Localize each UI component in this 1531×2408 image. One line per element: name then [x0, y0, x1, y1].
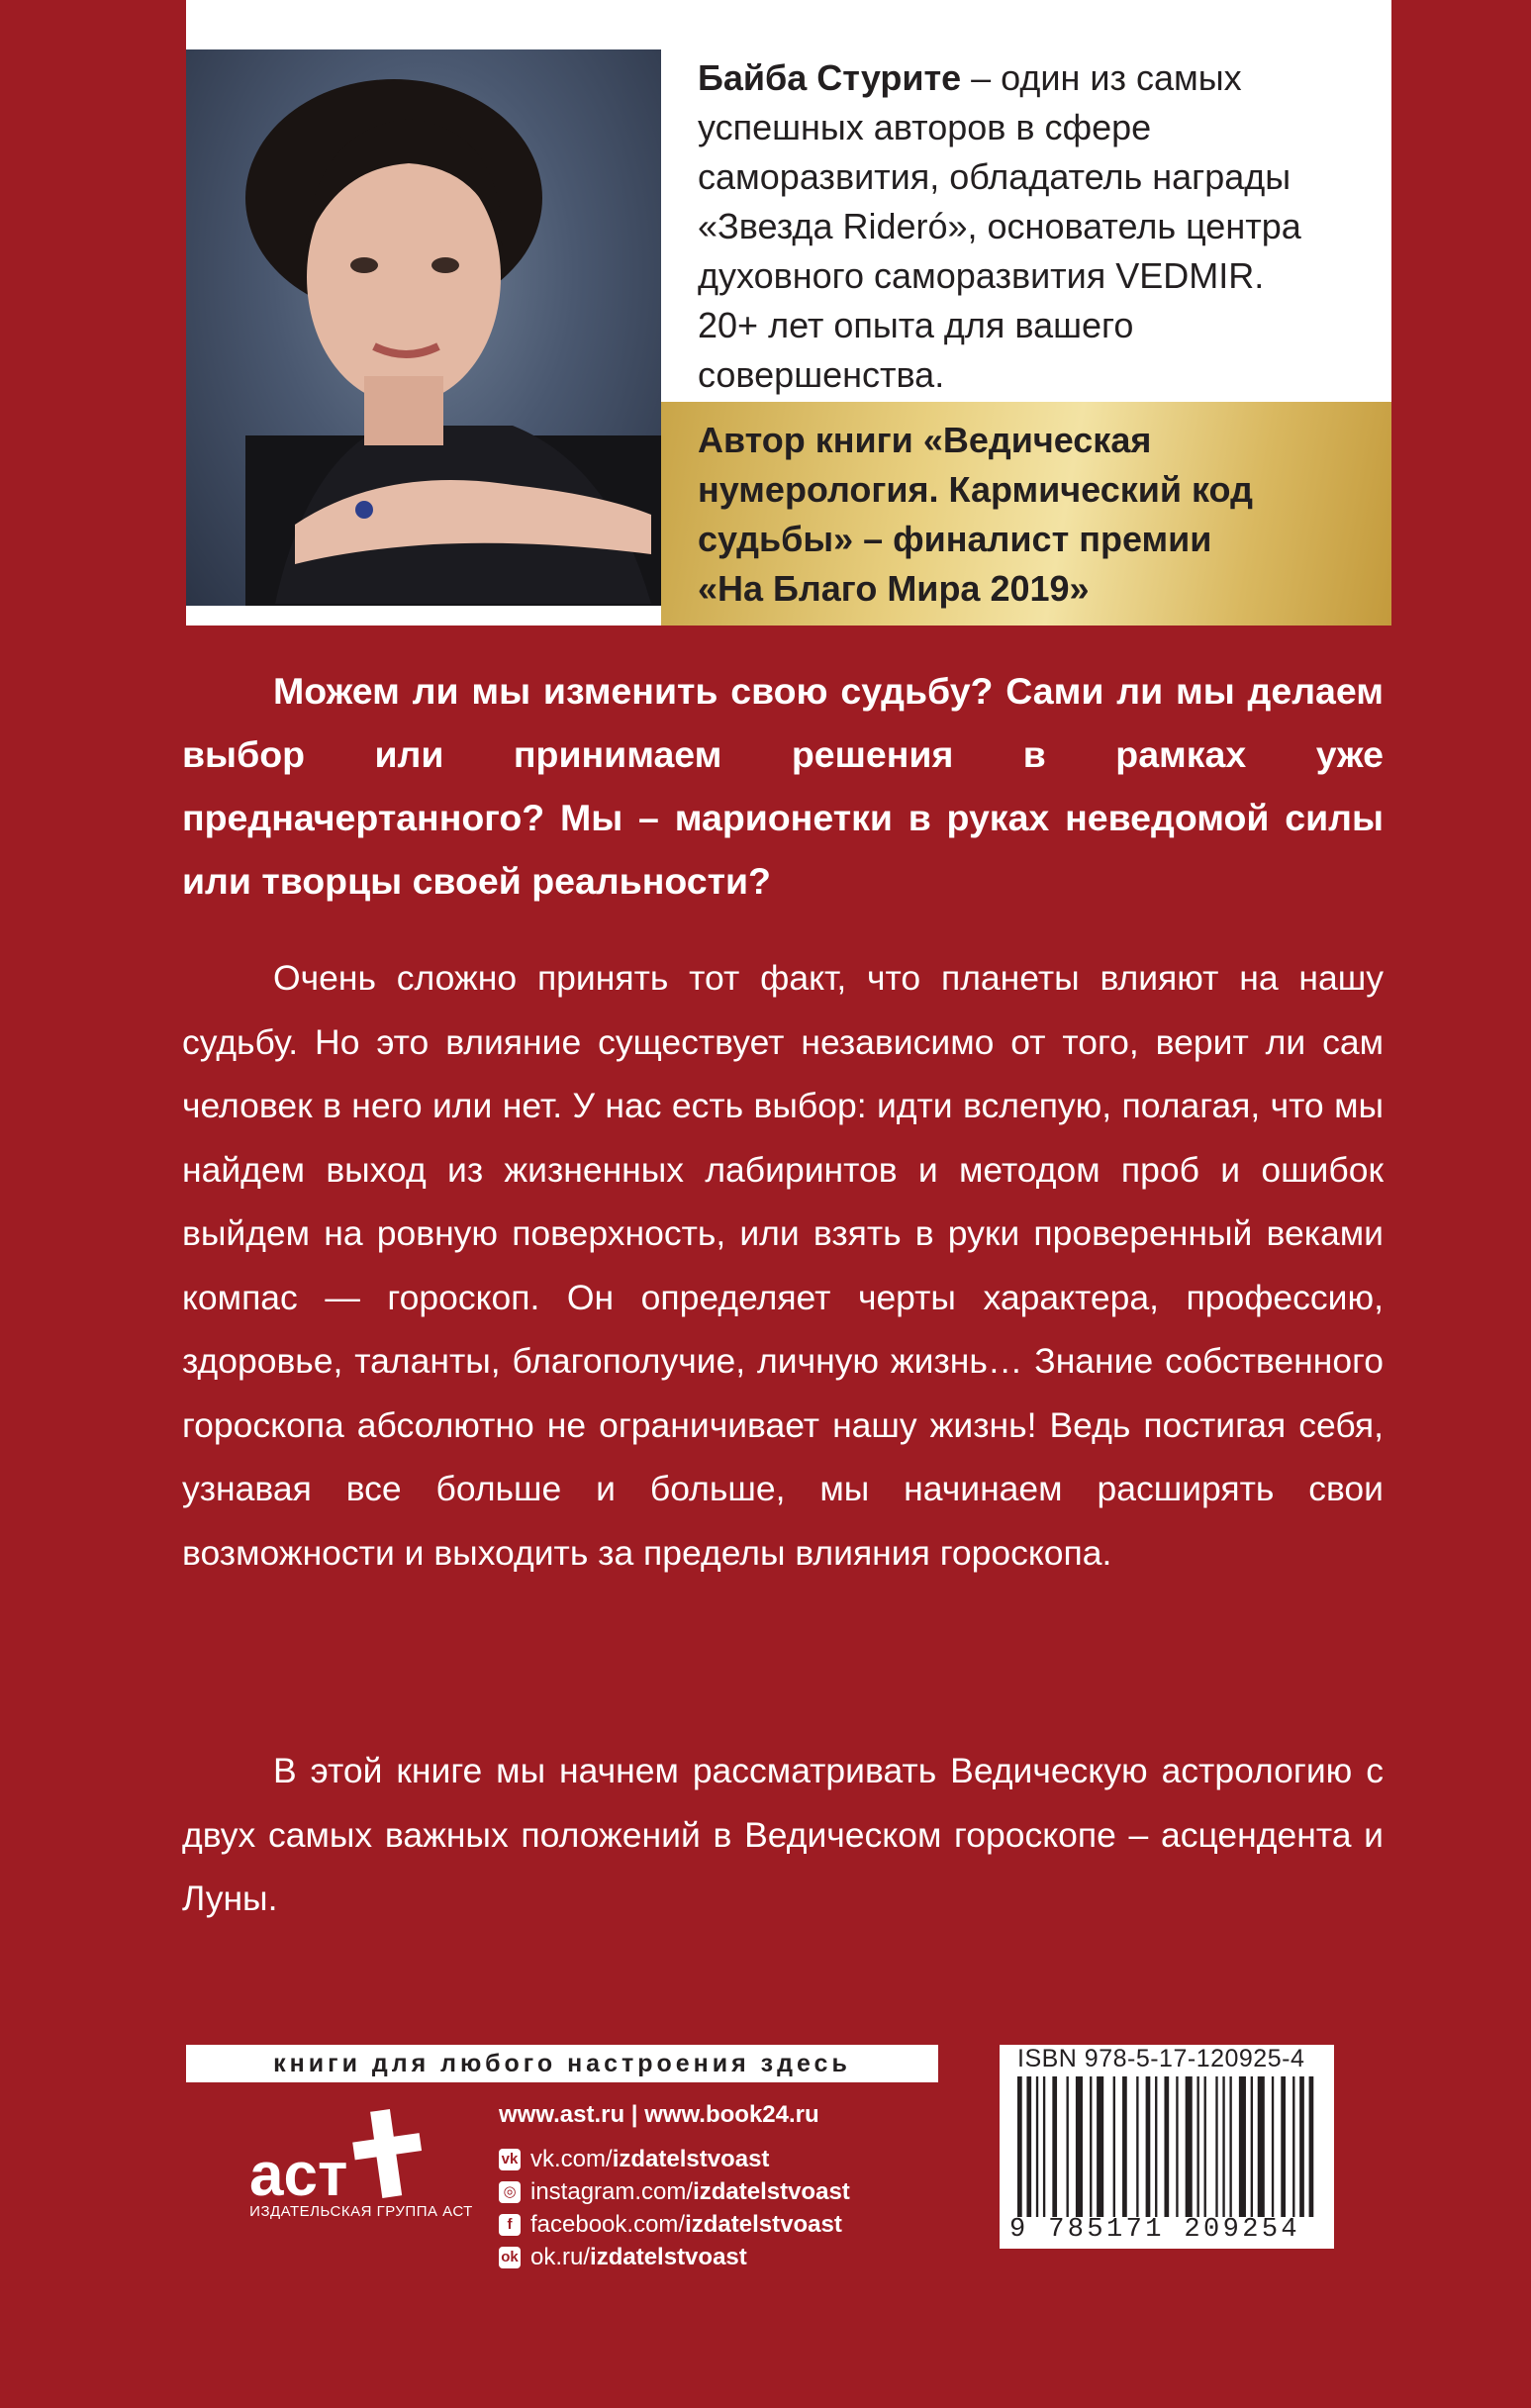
body-paragraph-1 — [182, 946, 1384, 1585]
bio-line: совершенства. — [698, 354, 945, 395]
social-prefix: vk.com/ — [530, 2146, 613, 2172]
barcode-bar — [1090, 2076, 1092, 2217]
award-line: судьбы» – финалист премии — [698, 519, 1212, 559]
barcode-bar — [1136, 2076, 1138, 2217]
bio-line: «Звезда Rideró», основатель центра — [698, 206, 1301, 246]
barcode-bar — [1215, 2076, 1217, 2217]
publisher-logo — [228, 2098, 485, 2276]
logo-text: аст — [249, 2141, 348, 2207]
social-handle: izdatelstvoast — [685, 2211, 842, 2238]
ok-icon: ok — [499, 2247, 521, 2268]
barcode-bar — [1043, 2076, 1045, 2217]
barcode-bar — [1097, 2076, 1103, 2217]
barcode-bar — [1026, 2076, 1031, 2217]
social-link-ok[interactable] — [499, 2241, 964, 2273]
barcode-bar — [1204, 2076, 1206, 2217]
barcode-bar — [1196, 2076, 1198, 2217]
award-line: нумерология. Кармический код — [698, 469, 1253, 510]
barcode-bar — [1281, 2076, 1286, 2217]
barcode-bar — [1052, 2076, 1057, 2217]
social-link-instagram[interactable] — [499, 2175, 964, 2208]
bio-line: 20+ лет опыта для вашего — [698, 305, 1134, 345]
paragraph-text: В этой книге мы начнем рассматривать Ведическую астрологию с двух самых важных положений в Ведическом гороскопе – асцендента и Луны. — [182, 1751, 1384, 1918]
instagram-icon: ◎ — [499, 2181, 521, 2203]
barcode-bar — [1292, 2076, 1294, 2217]
social-prefix: ok.ru/ — [530, 2244, 591, 2270]
award-line: «На Благо Мира 2019» — [698, 568, 1090, 609]
paragraph-text: Очень сложно принять тот факт, что планеты влияют на нашу судьбу. Но это влияние существует независимо от того, верит ли сам человек в него или нет. У нас есть выбор: идти вслепую, полагая, что мы найдем выход из жизненных лабиринтов и методом проб и ошибок выйдем на ровную поверхность, или взять в руки проверенный веками компас — гороскоп. Он определяет черты характера, профессию, здоровье, таланты, благополучие, личную жизнь… Знание собственного гороскопа абсолютно не ограничивает нашу жизнь! Ведь постигая себя, узнавая все больше и больше, мы начинаем расширять свои возможности и выходить за пределы влияния гороскопа. — [182, 958, 1384, 1573]
bio-line: Байба Стурите – один из самых — [698, 57, 1242, 98]
social-handle: izdatelstvoast — [693, 2178, 850, 2205]
vk-icon: vk — [499, 2149, 521, 2170]
slogan-bar: книги для любого настроения здесь — [186, 2045, 938, 2082]
award-text — [698, 416, 1371, 614]
publisher-caption: ИЗДАТЕЛЬСКАЯ ГРУППА АСТ — [249, 2203, 473, 2220]
barcode-bar — [1036, 2076, 1038, 2217]
body-paragraph-2 — [182, 1739, 1384, 1931]
barcode-bar — [1155, 2076, 1157, 2217]
barcode-bar — [1076, 2076, 1083, 2217]
lead-text: Можем ли мы изменить свою судьбу? Сами ли мы делаем выбор или принимаем решения в рамках уже предначертанного? Мы – марионетки в руках неведомой силы или творцы своей реальности? — [182, 670, 1384, 902]
facebook-icon: f — [499, 2214, 521, 2236]
barcode-bar — [1017, 2076, 1022, 2217]
barcode-bar — [1272, 2076, 1274, 2217]
website-links[interactable]: www.ast.ru | www.book24.ru — [499, 2101, 819, 2128]
barcode-bar — [1299, 2076, 1304, 2217]
barcode-bar — [1113, 2076, 1115, 2217]
social-link-facebook[interactable] — [499, 2208, 964, 2241]
publisher-links — [499, 2098, 964, 2273]
author-photo — [186, 49, 661, 606]
isbn-digits: 9 785171 209254 — [1009, 2215, 1301, 2245]
social-prefix: instagram.com/ — [530, 2178, 694, 2205]
barcode-bars — [1013, 2076, 1322, 2217]
social-handle: izdatelstvoast — [590, 2244, 747, 2270]
author-name: Байба Стурите — [698, 57, 962, 98]
barcode-bar — [1176, 2076, 1178, 2217]
social-prefix: facebook.com/ — [530, 2211, 686, 2238]
barcode-bar — [1066, 2076, 1068, 2217]
award-line: Автор книги «Ведическая — [698, 420, 1152, 460]
barcode-bar — [1146, 2076, 1151, 2217]
barcode-bar — [1222, 2076, 1224, 2217]
barcode-bar — [1239, 2076, 1246, 2217]
bio-line: успешных авторов в сфере — [698, 107, 1152, 147]
barcode-bar — [1122, 2076, 1127, 2217]
lead-paragraph — [182, 659, 1384, 913]
social-handle: izdatelstvoast — [612, 2146, 770, 2172]
barcode-bar — [1164, 2076, 1169, 2217]
bio-line: саморазвития, обладатель награды — [698, 156, 1292, 197]
isbn-barcode — [1000, 2045, 1334, 2249]
author-bio — [698, 53, 1371, 400]
barcode-bar — [1251, 2076, 1253, 2217]
barcode-bar — [1229, 2076, 1231, 2217]
barcode-bar — [1186, 2076, 1193, 2217]
barcode-bar — [1309, 2076, 1314, 2217]
barcode-bar — [1258, 2076, 1265, 2217]
bio-line: духовного саморазвития VEDMIR. — [698, 255, 1265, 296]
social-link-vk[interactable] — [499, 2143, 964, 2175]
isbn-label: ISBN 978-5-17-120925-4 — [1017, 2045, 1305, 2072]
